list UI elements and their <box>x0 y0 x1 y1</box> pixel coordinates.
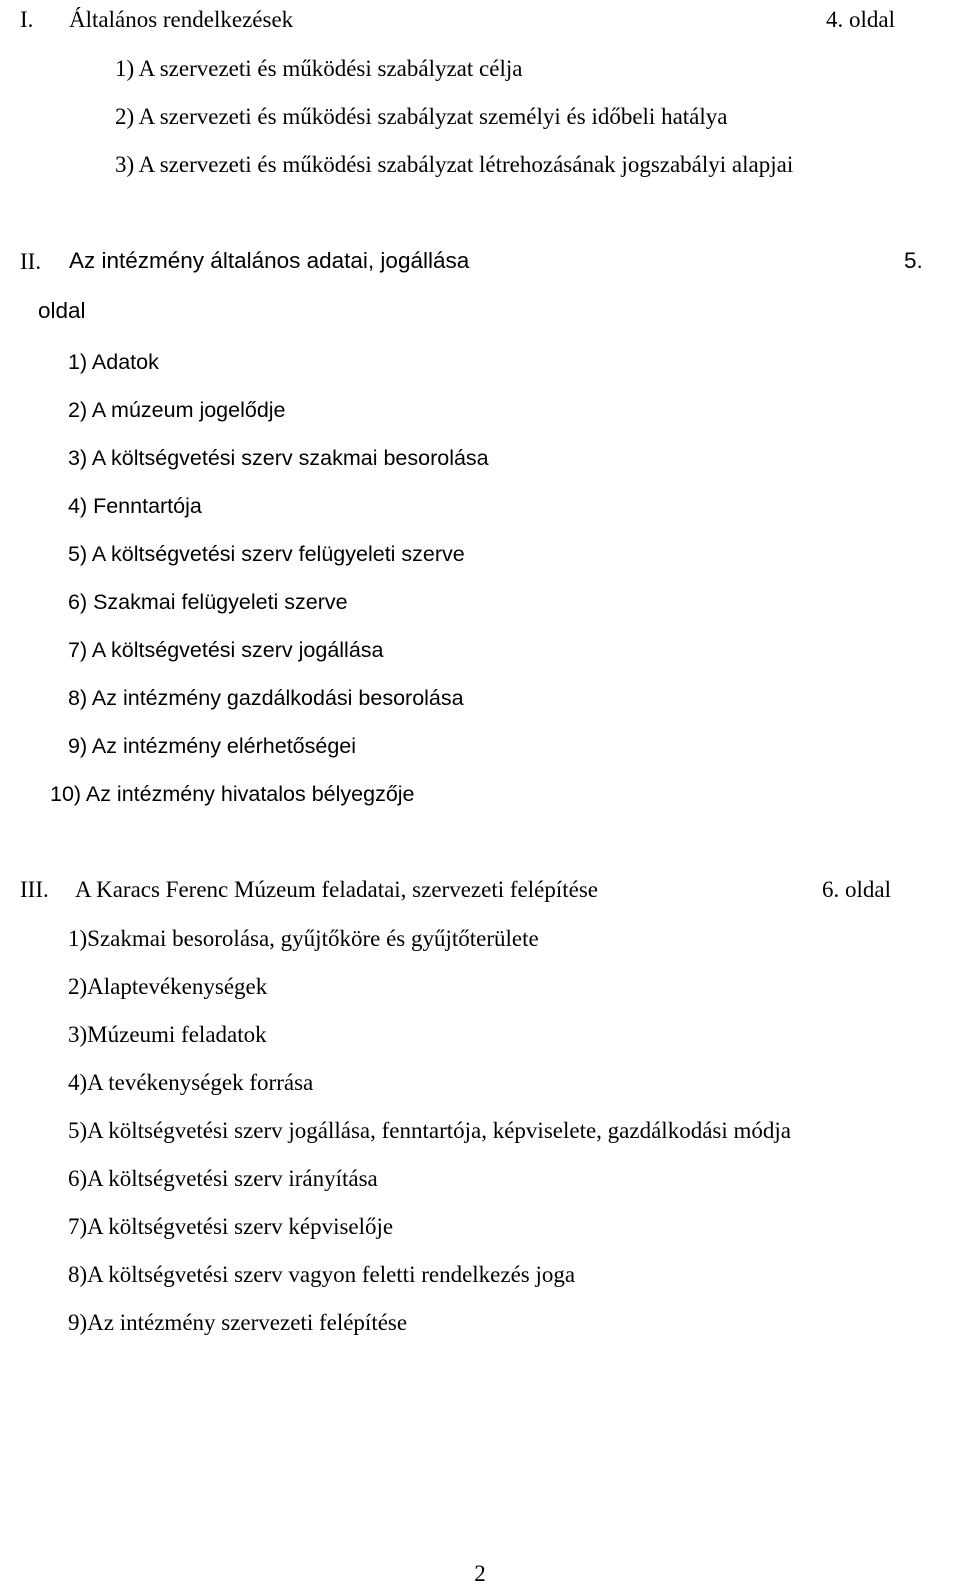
section-2-item: 4) Fenntartója <box>68 494 202 518</box>
section-1-item: 2) A szervezeti és működési szabályzat személyi és időbeli hatálya <box>115 104 728 129</box>
section-2-page-number: 5. <box>904 248 923 273</box>
section-2-title: Az intézmény általános adatai, jogállása <box>69 248 470 273</box>
section-3-item: 4)A tevékenységek forrása <box>68 1070 314 1095</box>
section-2-numeral: II. <box>20 249 42 274</box>
section-2-item: 8) Az intézmény gazdálkodási besorolása <box>68 686 464 710</box>
section-2-item: 1) Adatok <box>68 350 159 374</box>
section-3-title: A Karacs Ferenc Múzeum feladatai, szervezeti felépítése <box>75 877 598 902</box>
section-3-item: 7)A költségvetési szerv képviselője <box>68 1214 394 1239</box>
section-1-page: 4. oldal <box>826 7 895 32</box>
section-3-item: 2)Alaptevékenységek <box>68 974 268 999</box>
section-3-item: 6)A költségvetési szerv irányítása <box>68 1166 378 1191</box>
section-3-item: 3)Múzeumi feladatok <box>68 1022 267 1047</box>
section-1-item: 1) A szervezeti és működési szabályzat célja <box>115 56 523 81</box>
section-3-item: 1)Szakmai besorolása, gyűjtőköre és gyűjtőterülete <box>68 926 539 951</box>
section-2-item: 2) A múzeum jogelődje <box>68 398 286 422</box>
section-2-item: 7) A költségvetési szerv jogállása <box>68 638 384 662</box>
section-2-item: 3) A költségvetési szerv szakmai besorolása <box>68 446 489 470</box>
section-2-page-word: oldal <box>38 298 86 323</box>
section-1-numeral: I. <box>20 7 34 32</box>
section-1-title: Általános rendelkezések <box>69 7 294 32</box>
section-1-item: 3) A szervezeti és működési szabályzat létrehozásának jogszabályi alapjai <box>115 152 794 177</box>
section-2-item: 9) Az intézmény elérhetőségei <box>68 734 357 758</box>
section-3-item: 5)A költségvetési szerv jogállása, fenntartója, képviselete, gazdálkodási módja <box>68 1118 791 1143</box>
section-3-item: 9)Az intézmény szervezeti felépítése <box>68 1310 408 1335</box>
section-3-numeral: III. <box>20 877 49 902</box>
page-number: 2 <box>474 1561 486 1586</box>
section-2-item: 5) A költségvetési szerv felügyeleti szerve <box>68 542 465 566</box>
section-2-item: 6) Szakmai felügyeleti szerve <box>68 590 348 614</box>
section-2-item: 10) Az intézmény hivatalos bélyegzője <box>50 782 415 806</box>
section-3-page: 6. oldal <box>822 877 891 902</box>
section-3-item: 8)A költségvetési szerv vagyon feletti rendelkezés joga <box>68 1262 576 1287</box>
